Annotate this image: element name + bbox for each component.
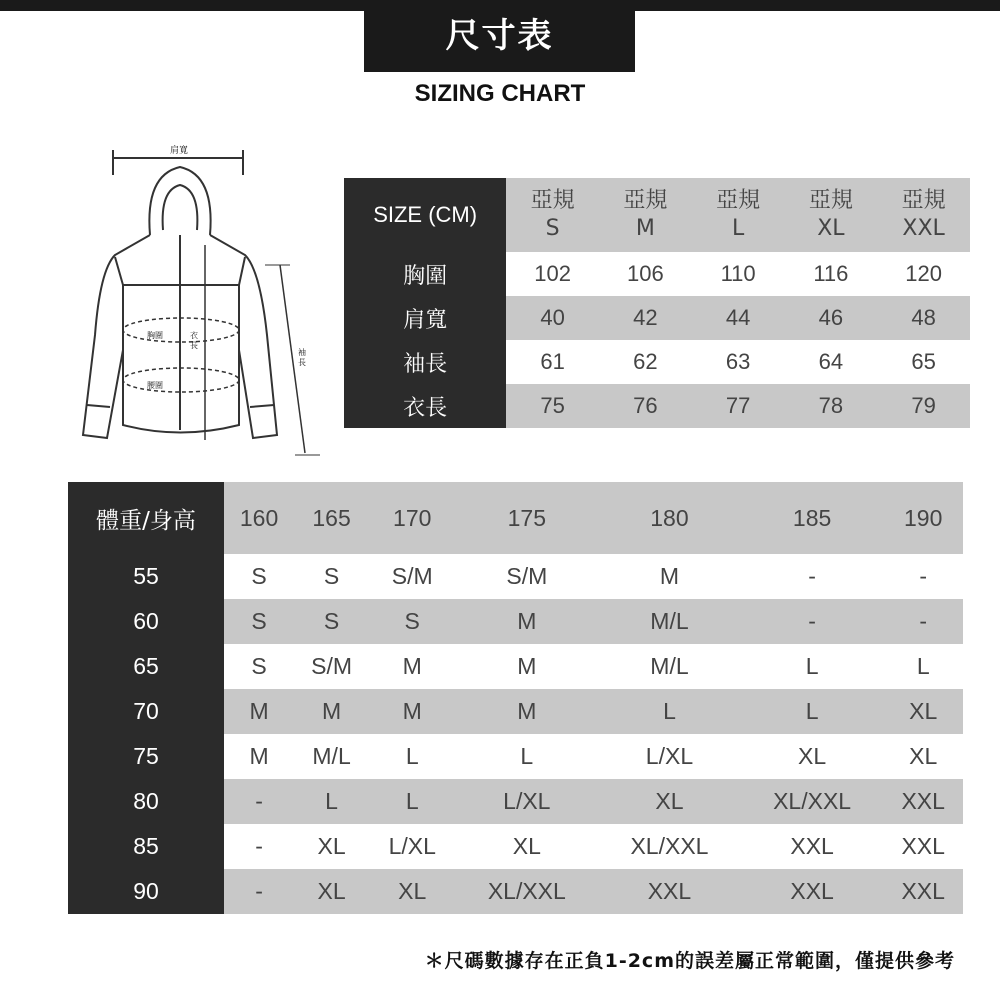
fit-cell: -	[255, 833, 263, 859]
size-cell: 61	[540, 349, 565, 374]
fit-cell: M	[369, 689, 456, 734]
size-cell: 44	[692, 296, 785, 340]
size-table	[344, 178, 970, 428]
size-col-m: 亞規 M	[599, 178, 692, 252]
fit-cell: L/XL	[388, 833, 436, 859]
shoulder-label: 肩寬	[170, 146, 189, 156]
size-col-xl: 亞規 XL	[784, 178, 877, 252]
fit-cell: S	[369, 599, 456, 644]
fit-cell: S	[251, 653, 267, 679]
size-cell: 75	[506, 384, 599, 428]
size-cell: 79	[877, 384, 970, 428]
fit-cell: -	[883, 599, 963, 644]
disclaimer-note: ＊尺碼數據存在正負1-2cm的誤差屬正常範圍，僅提供參考	[424, 950, 955, 972]
weight-label: 90	[68, 869, 224, 914]
size-cell: 78	[784, 384, 877, 428]
size-col-xxl: 亞規 XXL	[877, 178, 970, 252]
size-row-sleeve	[344, 340, 970, 384]
weight-label: 65	[68, 644, 224, 689]
size-cell: 48	[877, 296, 970, 340]
fit-cell: XXL	[598, 869, 741, 914]
length-label-1: 衣	[190, 331, 198, 340]
fit-cell: XXL	[883, 779, 963, 824]
size-cell: 62	[633, 349, 658, 374]
fit-cell: -	[919, 563, 928, 589]
fit-cell: L	[805, 653, 819, 679]
fit-row	[68, 644, 963, 689]
fit-cell: XXL	[883, 869, 963, 914]
size-cell: 116	[813, 261, 849, 286]
size-row-label: 肩寬	[344, 296, 506, 340]
fit-row	[68, 689, 963, 734]
size-row-length	[344, 384, 970, 428]
fit-cell: S/M	[311, 653, 352, 679]
weight-label: 55	[68, 554, 224, 599]
fit-cell: M	[456, 599, 599, 644]
length-label-2: 長	[190, 341, 198, 350]
fit-cell: S	[224, 599, 294, 644]
fit-cell: -	[741, 599, 884, 644]
weight-label: 60	[68, 599, 224, 644]
fit-cell: XL	[883, 689, 963, 734]
height-header: 190	[883, 482, 963, 554]
fit-cell: XL	[909, 743, 938, 769]
size-row-chest	[344, 252, 970, 296]
fit-cell: M/L	[312, 743, 351, 769]
fit-cell: M	[659, 563, 680, 589]
size-col-s: 亞規 S	[506, 178, 599, 252]
fit-cell: M/L	[650, 653, 689, 679]
fit-cell: M	[294, 689, 369, 734]
height-header: 165	[294, 482, 369, 554]
fit-table-header	[68, 482, 963, 554]
fit-cell: L	[405, 743, 419, 769]
fit-cell: S	[251, 563, 267, 589]
fit-row	[68, 869, 963, 914]
chest-label: 胸圍	[147, 331, 163, 340]
fit-cell: S/M	[506, 563, 548, 589]
fit-cell: S	[294, 599, 369, 644]
weight-label: 80	[68, 779, 224, 824]
sleeve-label-1: 袖	[298, 348, 306, 357]
fit-cell: XL	[369, 869, 456, 914]
fit-cell: XXL	[901, 833, 945, 859]
fit-row	[68, 599, 963, 644]
fit-cell: XL	[798, 743, 827, 769]
height-header: 160	[224, 482, 294, 554]
size-cell: 63	[725, 349, 751, 374]
height-header: 175	[456, 482, 599, 554]
size-cell: 120	[905, 261, 942, 286]
fit-cell: L	[916, 653, 930, 679]
fit-cell: M	[517, 653, 537, 679]
fit-cell: M	[224, 689, 294, 734]
weight-label: 85	[68, 824, 224, 869]
fit-cell: M/L	[598, 599, 741, 644]
size-row-label: 衣長	[344, 384, 506, 428]
size-cell: 76	[599, 384, 692, 428]
fit-cell: XXL	[790, 833, 834, 859]
weight-label: 75	[68, 734, 224, 779]
weight-label: 70	[68, 689, 224, 734]
fit-cell: L/XL	[456, 779, 599, 824]
fit-cell: -	[808, 563, 816, 589]
fit-cell: L	[741, 689, 884, 734]
fit-cell: XL	[512, 833, 541, 859]
size-cell: 46	[784, 296, 877, 340]
hem-label: 腰圍	[147, 381, 163, 390]
height-header: 185	[741, 482, 884, 554]
fit-cell: M	[456, 689, 599, 734]
fit-row	[68, 824, 963, 869]
fit-cell: S/M	[391, 563, 433, 589]
fit-cell: S	[323, 563, 340, 589]
size-row-label: 胸圍	[344, 252, 506, 296]
size-row-shoulder	[344, 296, 970, 340]
page-subtitle: SIZING CHART	[414, 80, 586, 107]
fit-cell: XXL	[741, 869, 884, 914]
fit-row	[68, 554, 963, 599]
fit-cell: -	[224, 869, 294, 914]
size-cell: 77	[692, 384, 785, 428]
fit-cell: L	[598, 689, 741, 734]
fit-cell: XL/XXL	[741, 779, 884, 824]
fit-cell: L	[294, 779, 369, 824]
size-cell: 42	[599, 296, 692, 340]
fit-cell: XL/XXL	[456, 869, 599, 914]
fit-row	[68, 779, 963, 824]
fit-cell: M	[249, 743, 269, 769]
fit-cell: XL	[317, 833, 346, 859]
size-cell: 65	[911, 349, 936, 374]
size-header-label: SIZE (CM)	[344, 178, 506, 252]
fit-cell: -	[224, 779, 294, 824]
fit-row	[68, 734, 963, 779]
height-header: 180	[598, 482, 741, 554]
page-title: 尺寸表	[364, 0, 635, 72]
size-row-label: 袖長	[344, 340, 506, 384]
size-cell: 110	[720, 261, 756, 286]
fit-header-label: 體重/身高	[68, 482, 224, 554]
fit-cell: XL	[294, 869, 369, 914]
fit-cell: L	[520, 743, 534, 769]
size-cell: 40	[506, 296, 599, 340]
sleeve-label-2: 長	[298, 358, 306, 367]
size-cell: 106	[627, 261, 664, 286]
fit-cell: L	[369, 779, 456, 824]
size-col-l: 亞規 L	[692, 178, 785, 252]
fit-cell: XL	[598, 779, 741, 824]
size-cell: 102	[534, 261, 571, 286]
fit-cell: L/XL	[645, 743, 694, 769]
size-cell: 64	[818, 349, 844, 374]
size-table-header	[344, 178, 970, 252]
fit-table	[68, 482, 963, 914]
height-header: 170	[369, 482, 456, 554]
jacket-diagram	[55, 135, 345, 465]
fit-cell: M	[402, 653, 422, 679]
fit-cell: XL/XXL	[630, 833, 709, 859]
